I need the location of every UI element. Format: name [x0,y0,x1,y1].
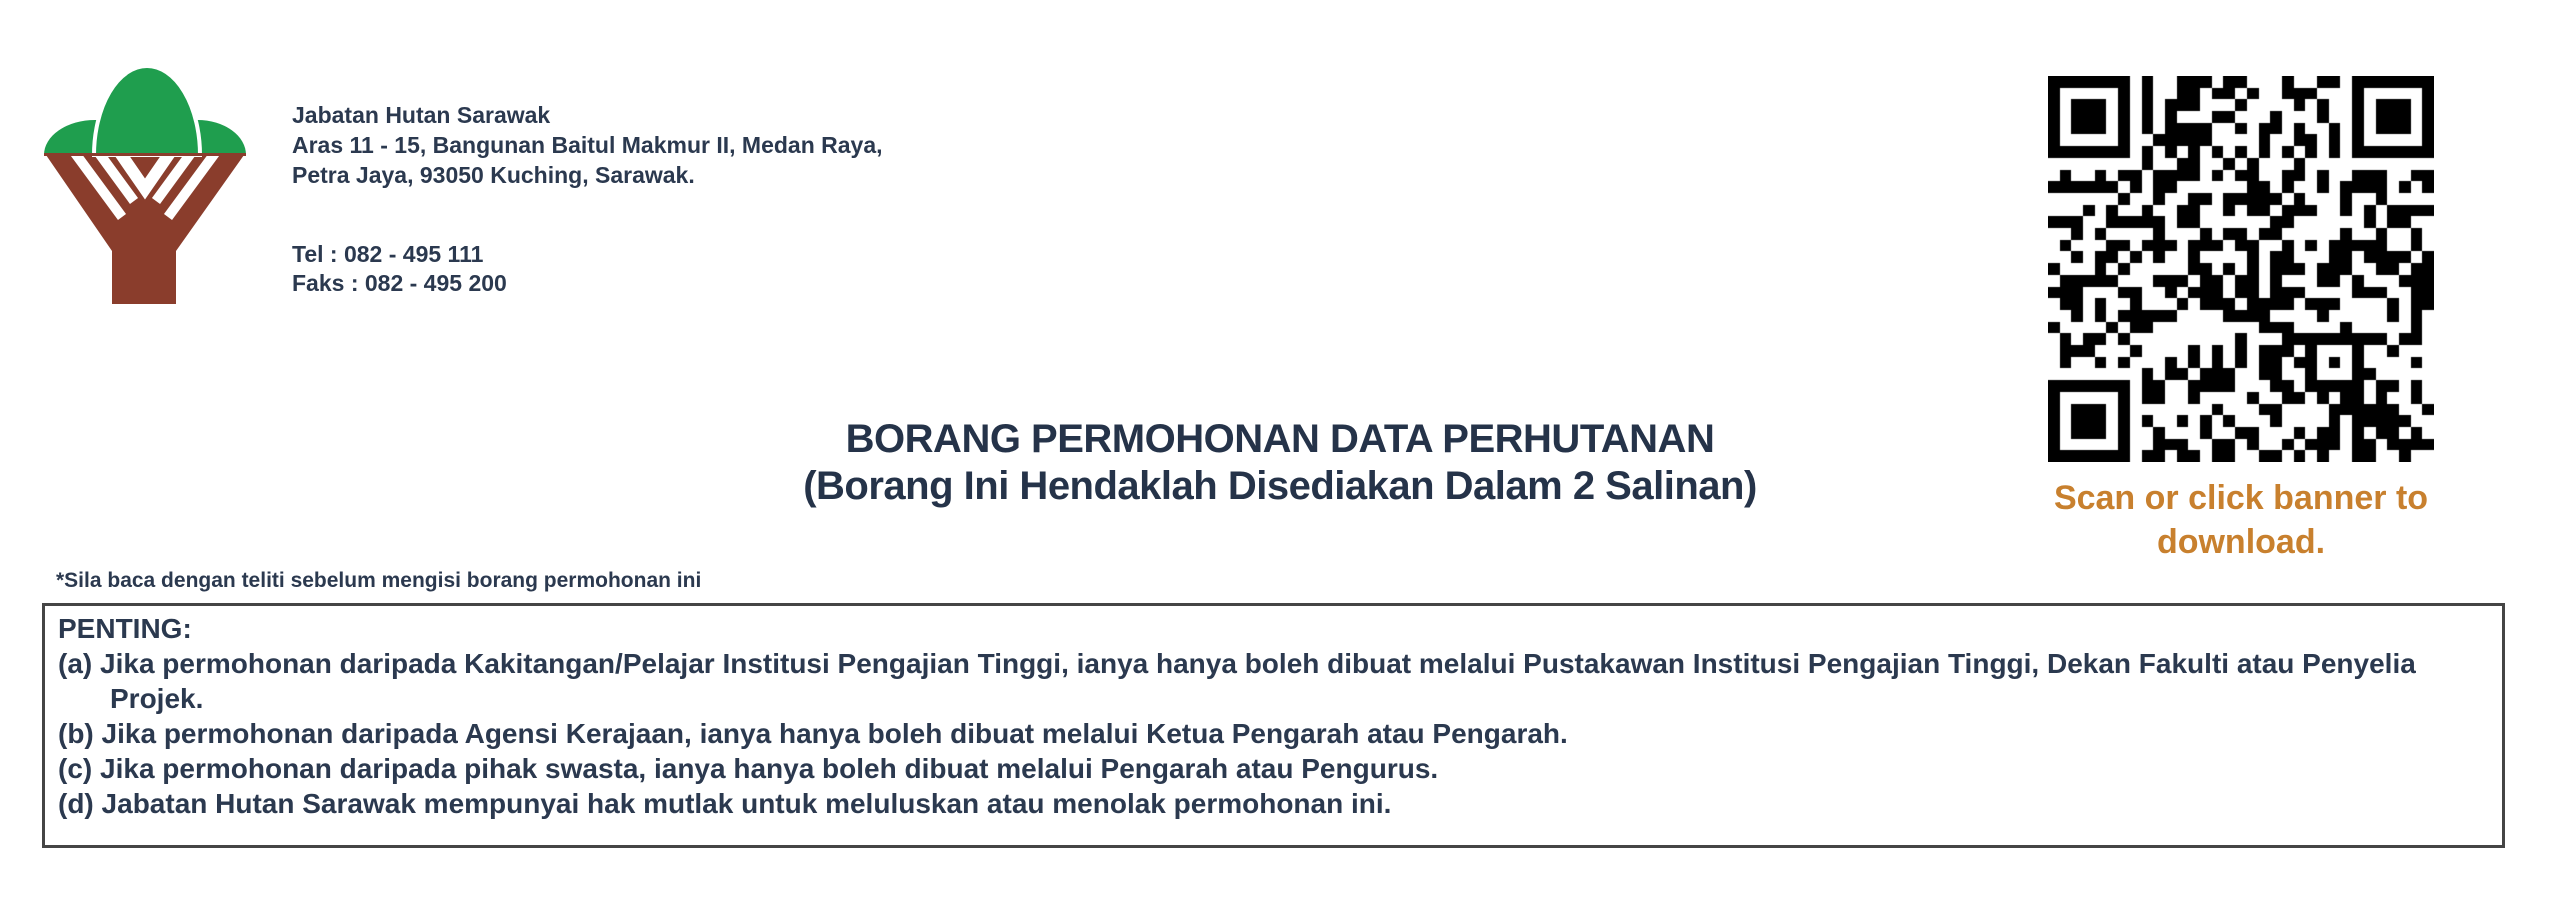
important-notice-box [42,603,2505,848]
item-text: Jika permohonan daripada Kakitangan/Pelajar Institusi Pengajian Tinggi, ianya hanya boleh dibuat melalui Pustakawan Institusi Pengajian Tinggi, Dekan Fakulti atau Penyelia Projek. [100,648,2416,714]
form-title-line1: BORANG PERMOHONAN DATA PERHUTANAN [845,417,1715,461]
qr-code[interactable] [2048,76,2434,462]
item-text: Jika permohonan daripada pihak swasta, ianya hanya boleh dibuat melalui Pengarah atau Pengurus. [100,753,1439,784]
important-item-c [58,751,2489,786]
tel-line: Tel : 082 - 495 111 [292,241,484,267]
address-line-1: Aras 11 - 15, Bangunan Baitul Makmur II, Medan Raya, [292,132,883,158]
item-label: (d) [58,788,94,819]
item-label: (b) [58,718,94,749]
item-text: Jika permohonan daripada Agensi Kerajaan, ianya hanya boleh dibuat melalui Ketua Pengarah atau Pengarah. [101,718,1568,749]
read-carefully-note: *Sila baca dengan teliti sebelum mengisi borang permohonan ini [56,569,702,592]
item-label: (c) [58,753,93,784]
important-item-b [58,716,2489,751]
qr-caption[interactable]: Scan or click banner to download. [2053,479,2429,561]
form-title-line2: (Borang Ini Hendaklah Disediakan Dalam 2 Salinan) [803,464,1757,508]
address-line-2: Petra Jaya, 93050 Kuching, Sarawak. [292,162,695,188]
faks-line: Faks : 082 - 495 200 [292,270,507,296]
important-item-a [58,646,2489,716]
item-text: Jabatan Hutan Sarawak mempunyai hak mutlak untuk meluluskan atau menolak permohonan ini. [101,788,1392,819]
org-name: Jabatan Hutan Sarawak [292,102,551,128]
important-item-d [58,786,2489,821]
letterhead-contacts [292,240,892,298]
tree-logo-icon [44,63,246,308]
important-heading: PENTING: [58,613,192,644]
letterhead-address [292,100,1192,190]
item-label: (a) [58,648,93,679]
